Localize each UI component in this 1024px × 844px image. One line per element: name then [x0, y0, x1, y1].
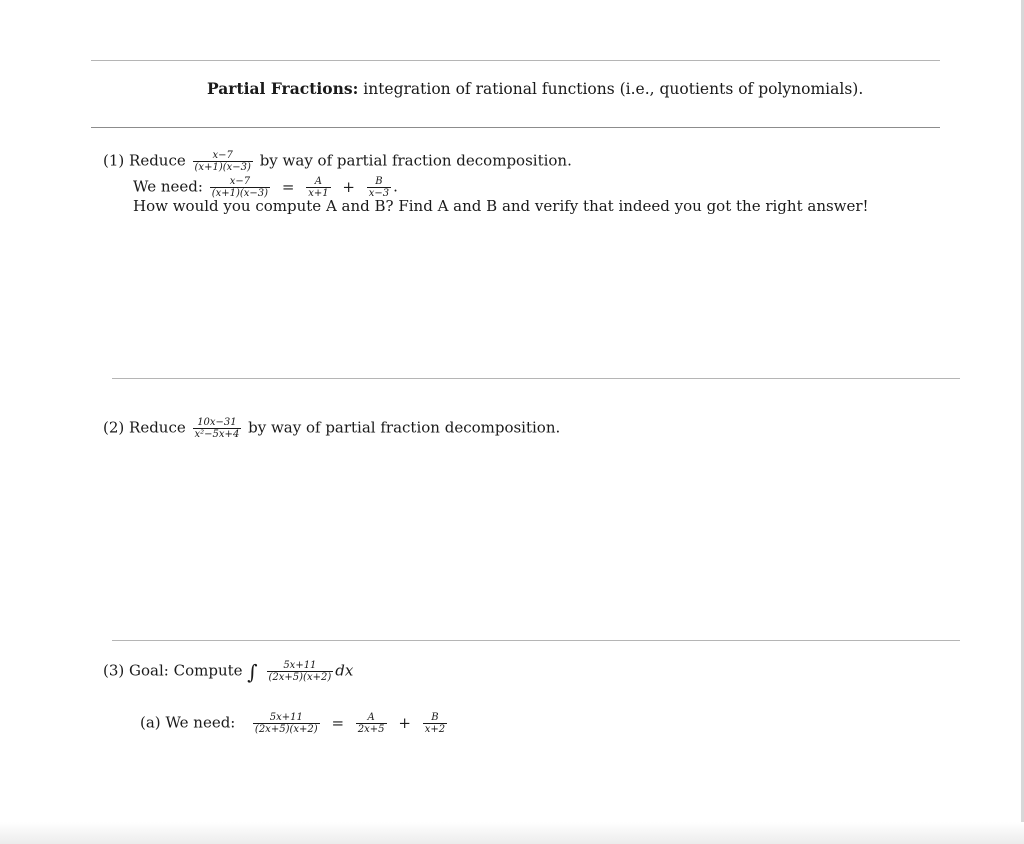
problem-1-number: (1) — [103, 151, 125, 170]
fraction-numerator: B — [375, 176, 383, 187]
plus-sign: + — [342, 177, 355, 196]
fraction-denominator: (2x+5)(x+2) — [268, 672, 332, 683]
a-fraction — [306, 176, 330, 199]
plus-sign: + — [398, 713, 411, 732]
problem-1-need — [133, 176, 398, 199]
integral-sign: ∫ — [247, 659, 258, 684]
problem-3a-need — [140, 712, 449, 735]
fraction-numerator: x−7 — [229, 176, 251, 187]
title-underline-rule — [91, 127, 940, 128]
problem-1-statement — [103, 150, 572, 173]
title-text: integration of rational functions (i.e., quotients of polynomials). — [363, 80, 864, 98]
b-fraction — [423, 712, 447, 735]
problem-3-goal: Goal: Compute — [129, 661, 243, 680]
period: . — [393, 177, 398, 196]
fraction-denominator: x−3 — [368, 188, 390, 199]
page-title — [207, 79, 863, 98]
a-fraction — [356, 712, 387, 735]
need-label: We need: — [133, 177, 203, 196]
problem-3-fraction — [267, 660, 334, 683]
dx-text: dx — [335, 661, 354, 680]
fraction-numerator: B — [431, 712, 439, 723]
need-lhs-fraction — [210, 176, 270, 199]
problem-2-fraction — [193, 417, 242, 440]
fraction-numerator: x−7 — [212, 150, 233, 161]
fraction-numerator: A — [367, 712, 375, 723]
problem-2-reduce: Reduce — [129, 418, 186, 437]
separator-rule-1 — [112, 378, 960, 379]
problem-3-statement — [103, 660, 353, 683]
fraction-numerator: 10x−31 — [197, 417, 237, 428]
fraction-denominator: (2x+5)(x+2) — [254, 724, 318, 735]
problem-1-question: How would you compute A and B? Find A and B and verify that indeed you got the right answer! — [133, 197, 869, 215]
problem-2-statement — [103, 417, 560, 440]
fraction-denominator: x+1 — [308, 188, 329, 199]
bottom-fade — [0, 822, 1024, 844]
problem-2-rest: by way of partial fraction decomposition. — [248, 418, 561, 437]
problem-1-rest: by way of partial fraction decomposition. — [259, 151, 572, 170]
separator-rule-2 — [112, 640, 960, 641]
fraction-denominator: x²−5x+4 — [194, 429, 240, 440]
fraction-numerator: 5x+11 — [283, 660, 317, 671]
need-lhs-fraction — [253, 712, 320, 735]
equals-sign: = — [331, 713, 345, 732]
fraction-denominator: x+2 — [424, 724, 446, 735]
equals-sign: = — [281, 177, 295, 196]
title-bold: Partial Fractions: — [207, 79, 359, 98]
fraction-numerator: A — [314, 176, 323, 187]
problem-3-number: (3) — [103, 661, 125, 680]
problem-2-number: (2) — [103, 418, 125, 437]
part-a-label: (a) — [140, 713, 161, 732]
fraction-denominator: (x+1)(x−3) — [211, 188, 269, 199]
fraction-numerator: 5x+11 — [269, 712, 303, 723]
b-fraction — [367, 176, 391, 199]
top-rule — [91, 60, 940, 61]
problem-1-reduce: Reduce — [129, 151, 186, 170]
fraction-denominator: (x+1)(x−3) — [194, 162, 251, 173]
need-label: We need: — [165, 713, 236, 732]
fraction-denominator: 2x+5 — [357, 724, 385, 735]
problem-1-fraction — [193, 150, 253, 173]
